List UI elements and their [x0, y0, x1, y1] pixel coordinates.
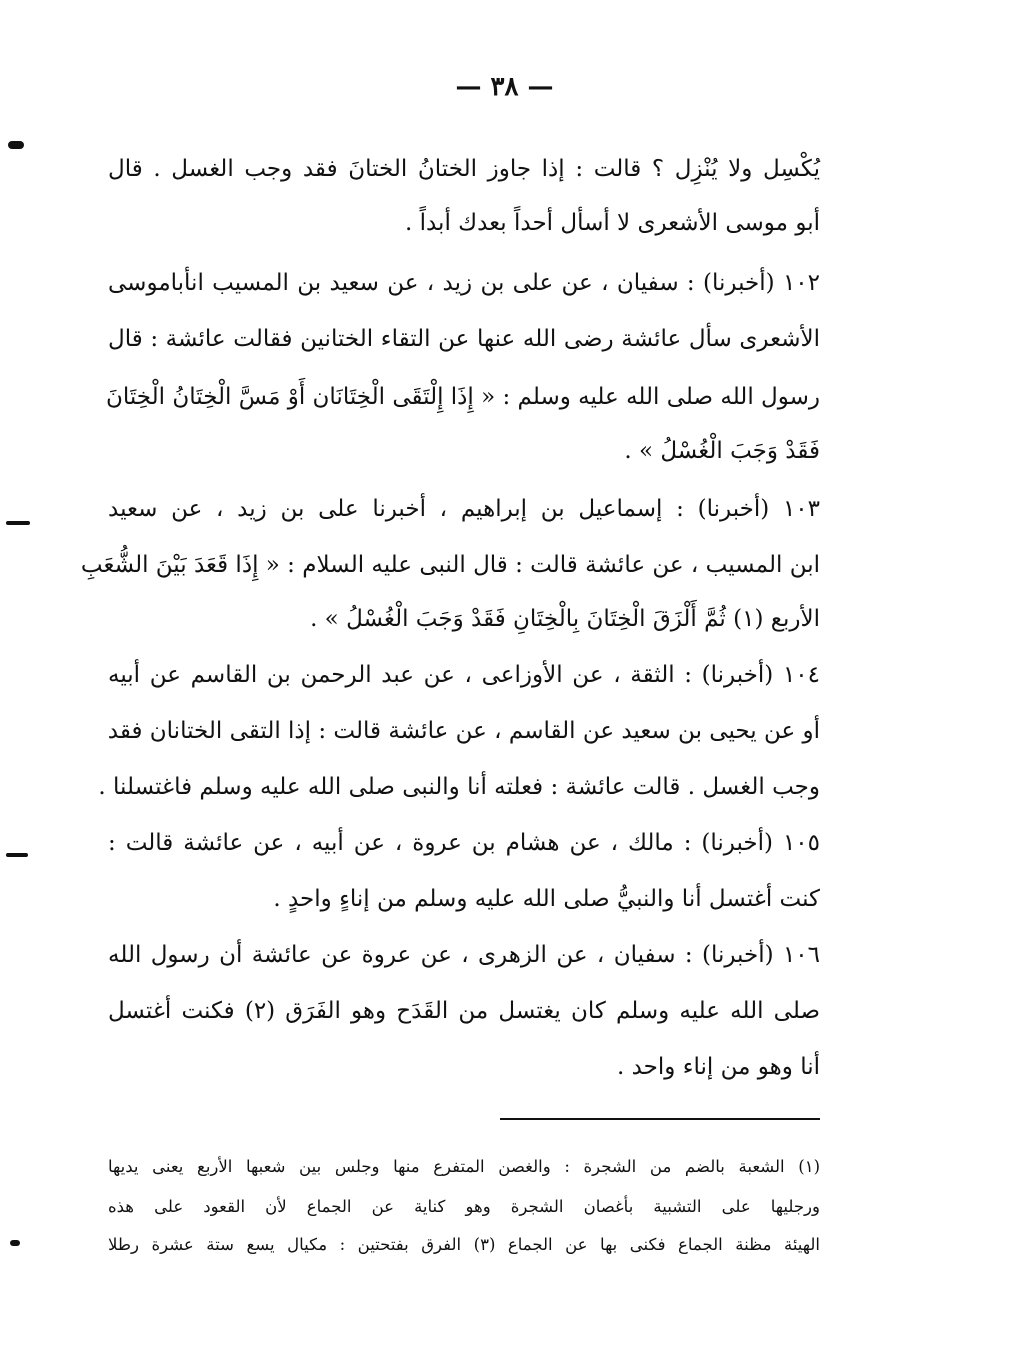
margin-mark-1: [8, 141, 24, 149]
margin-mark-4: [10, 1240, 20, 1246]
text-line: أبو موسى الأشعرى لا أسأل أحداً بعدك أبداً .: [404, 210, 820, 236]
footnote-separator: [500, 1118, 820, 1120]
text-line: أو عن يحيى بن سعيد عن القاسم ، عن عائشة قالت : إذا التقى الختانان فقد: [107, 718, 820, 744]
margin-mark-3: [6, 853, 28, 857]
main-text: [80, 0, 820, 1100]
margin-mark-2: [6, 521, 30, 525]
text-line: أنا وهو من إناء واحد .: [616, 1054, 820, 1080]
footnote-line: ورجليها على التشبية بأغصان الشجرة وهو كناية عن الجماع لأن القعود على هذه: [108, 1197, 820, 1216]
text-line: رسول الله صلى الله عليه وسلم : « إِذَا إِلْتَقَى الْخِتَانَان أَوْ مَسَّ الْخِتَانُ الْخِتَانَ: [105, 384, 820, 410]
text-line: الأربع (١) ثُمَّ أَلْزَقَ الْخِتَانَ بِالْخِتَانِ فَقَدْ وَجَبَ الْغُسْلُ » .: [310, 606, 820, 632]
text-line: يُكْسِل ولا يُنْزِل ؟ قالت : إذا جاوز الختانُ الختانَ فقد وجب الغسل . قال: [108, 156, 820, 182]
text-line: ابن المسيب ، عن عائشة قالت : قال النبى عليه السلام : « إِذَا قَعَدَ بَيْنَ الشُّعَبِ: [80, 552, 820, 578]
text-line: ١٠٣ (أخبرنا) : إسماعيل بن إبراهيم ، أخبرنا على بن زيد ، عن سعيد: [108, 496, 820, 522]
text-line: الأشعرى سأل عائشة رضى الله عنها عن التقاء الختانين فقالت عائشة : قال: [108, 326, 820, 352]
page-number: — ٣٨ —: [455, 72, 554, 102]
footnote-line: الهيئة مظنة الجماع فكنى بها عن الجماع (٣) الفرق بفتحتين : مكيال يسع ستة عشرة رطلا: [108, 1235, 820, 1254]
text-line: ١٠٦ (أخبرنا) : سفيان ، عن الزهرى ، عن عروة عن عائشة أن رسول الله: [108, 942, 820, 968]
footnote-line: (١) الشعبة بالضم من الشجرة : والغصن المتفرع منها وجلس بين شعبها الأربع يعنى يديها: [108, 1157, 820, 1176]
text-line: ١٠٢ (أخبرنا) : سفيان ، عن على بن زيد ، عن سعيد بن المسيب انأباموسى: [108, 270, 820, 296]
text-line: وجب الغسل . قالت عائشة : فعلته أنا والنبى صلى الله عليه وسلم فاغتسلنا .: [98, 774, 820, 800]
text-line: كنت أغتسل أنا والنبيُّ صلى الله عليه وسلم من إناءٍ واحدٍ .: [273, 886, 820, 912]
text-line: فَقَدْ وَجَبَ الْغُسْلُ » .: [624, 438, 820, 464]
text-line: ١٠٥ (أخبرنا) : مالك ، عن هشام بن عروة ، عن أبيه ، عن عائشة قالت :: [108, 830, 820, 856]
text-line: ١٠٤ (أخبرنا) : الثقة ، عن الأوزاعى ، عن عبد الرحمن بن القاسم عن أبيه: [108, 662, 820, 688]
text-line: صلى الله عليه وسلم كان يغتسل من القَدَح وهو الفَرَق (٢) فكنت أغتسل: [108, 998, 820, 1024]
